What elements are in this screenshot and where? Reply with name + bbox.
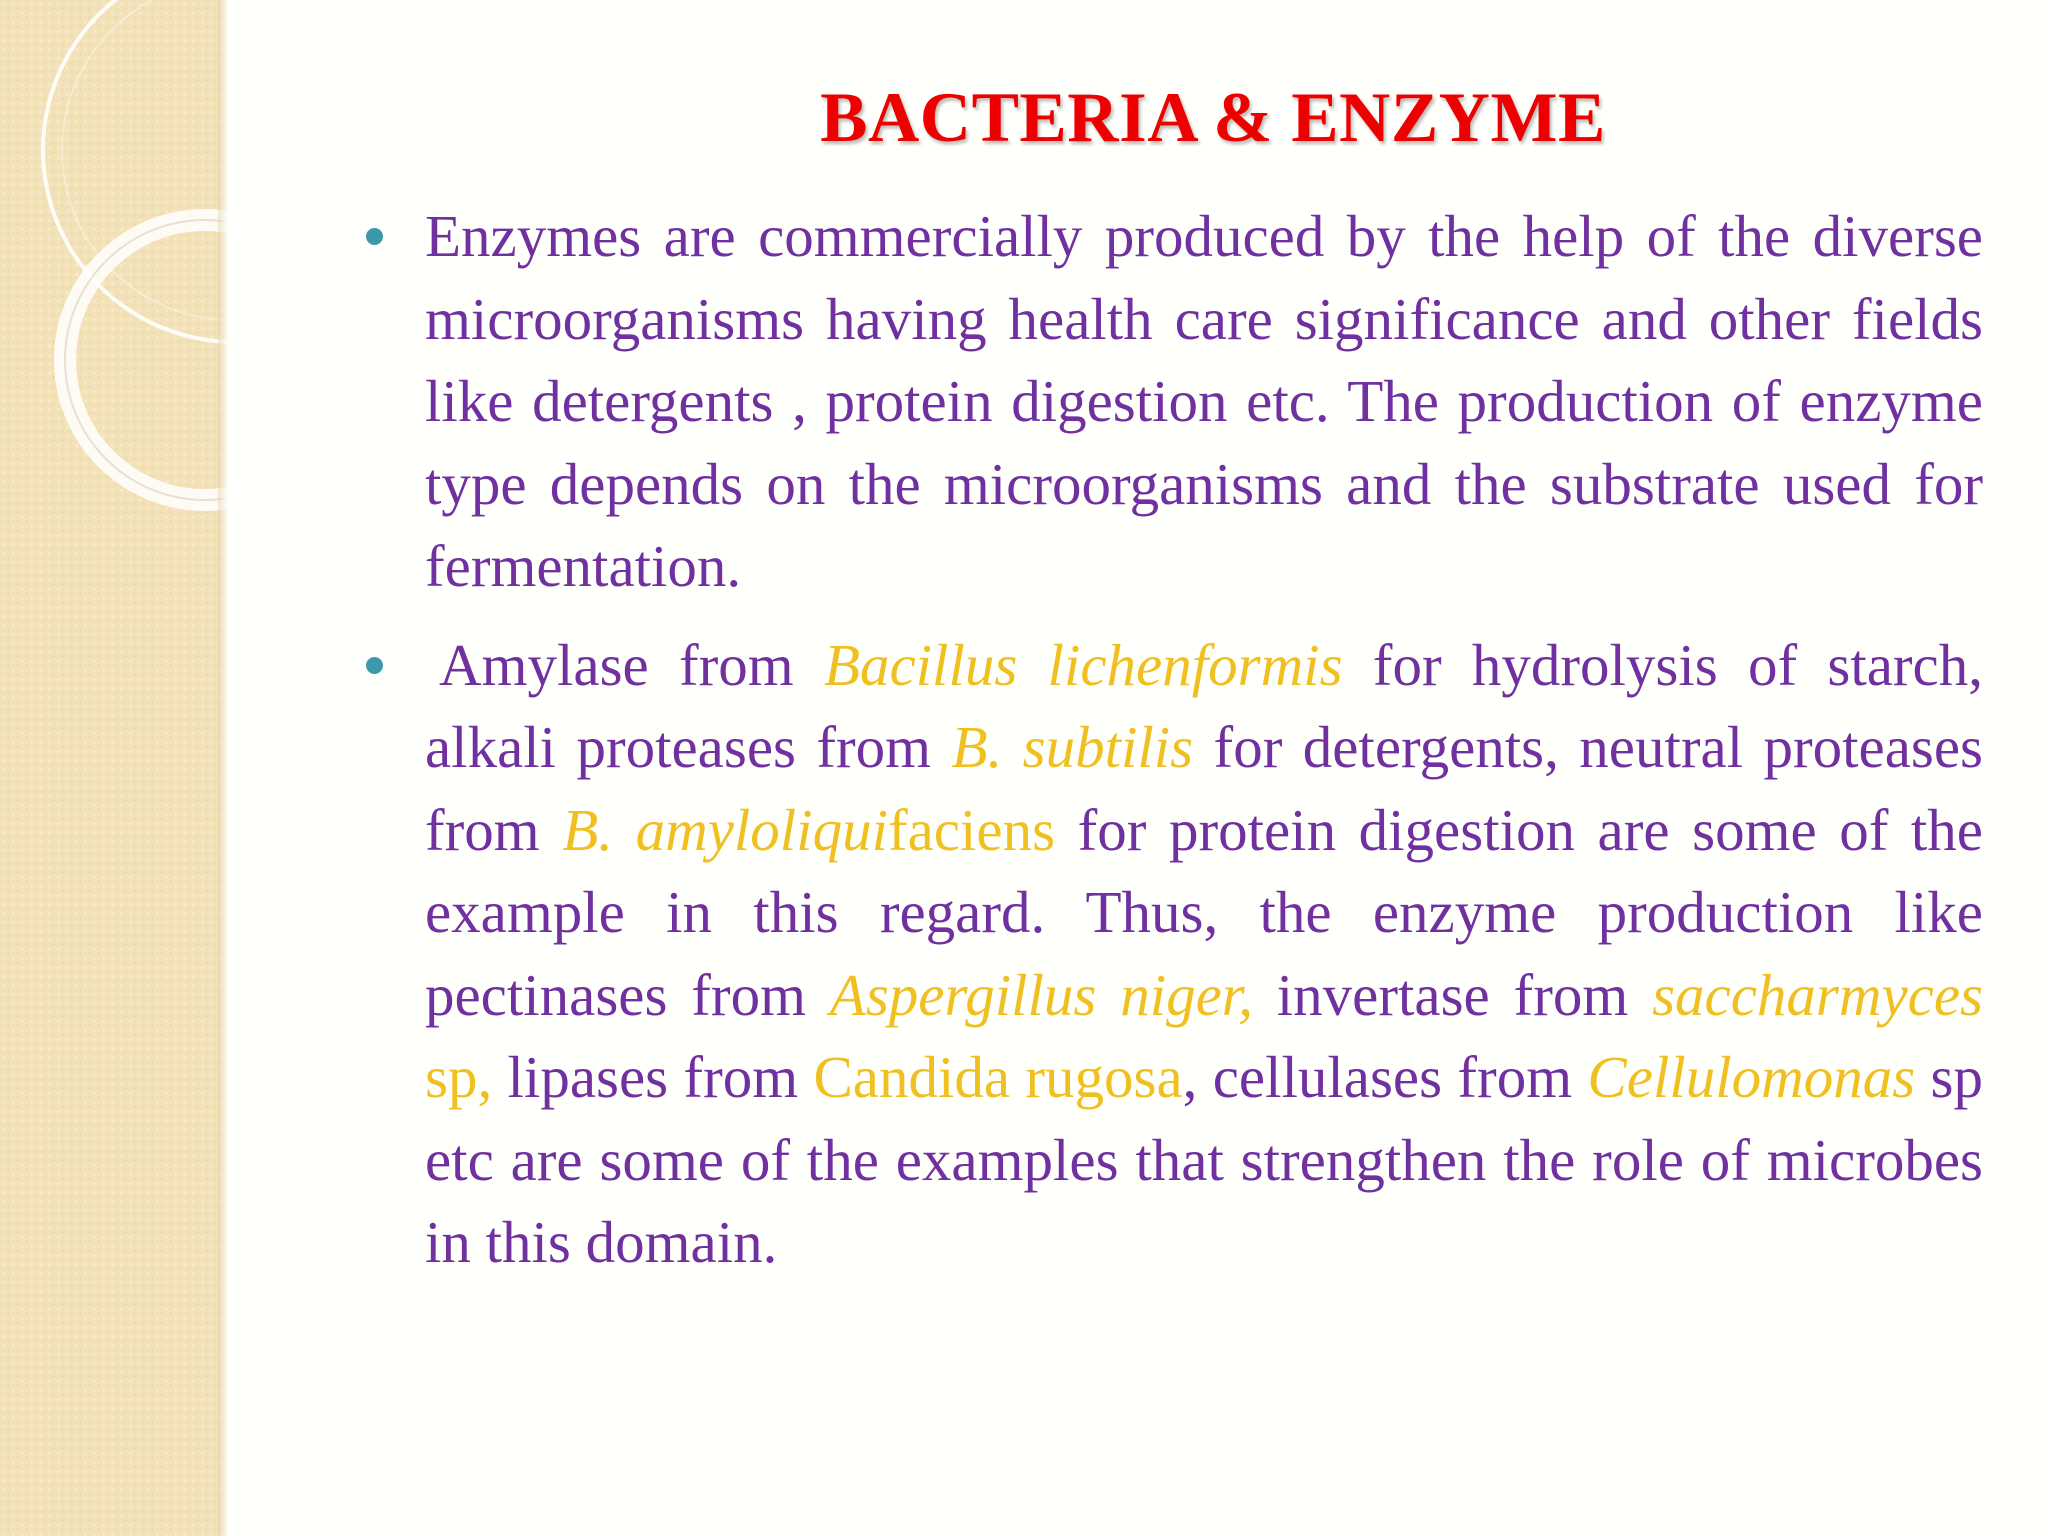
bullet-2-text-part: lipases from: [492, 1044, 814, 1110]
organism-name: B. amyloliqui: [562, 796, 888, 863]
slide-body: [425, 195, 1983, 1300]
organism-name: Cellulomonas: [1587, 1044, 1916, 1110]
slide-title: BACTERIA & ENZYME: [820, 79, 1606, 157]
organism-name: B. subtilis: [951, 714, 1194, 780]
bullet-2: [425, 624, 1983, 1284]
bullet-2-text-part: , cellulases from: [1182, 1044, 1588, 1110]
organism-name: Candida rugosa: [813, 1044, 1183, 1110]
organism-name: faciens: [887, 796, 1056, 863]
bullet-2-text-part: for detergents, neutral proteases from: [425, 714, 1984, 863]
organism-name: Aspergillus niger,: [829, 961, 1253, 1028]
bullet-1: [425, 195, 1983, 608]
bullet-2-text-part: for protein digestion are some of the example in this regard. Thus, the enzyme production like pectinases from: [425, 796, 1983, 1028]
decorative-rings: [0, 0, 228, 520]
bullet-dot-icon: [366, 657, 383, 674]
organism-name: Bacillus lichenformis: [823, 631, 1343, 698]
bullet-2-text-part: for hydrolysis of starch, alkali proteases from: [425, 631, 1983, 780]
bullet-2-text-part: Amylase from: [439, 631, 824, 698]
bullet-2-text-part: sp etc are some of the examples that strengthen the role of microbes in this domain.: [425, 1044, 1983, 1275]
organism-name: sp,: [425, 1044, 493, 1110]
bullet-1-text: Enzymes are commercially produced by the help of the diverse microorganisms having health care significance and other fields like detergents , protein digestion etc. The production of enzyme type depends on the microorganisms and the substrate used for fermentation.: [425, 203, 1983, 599]
side-panel-edge: [218, 0, 228, 1536]
organism-name: saccharmyces: [1652, 961, 1983, 1028]
bullet-dot-icon: [366, 228, 383, 245]
bullet-2-text-part: invertase from: [1252, 961, 1653, 1028]
